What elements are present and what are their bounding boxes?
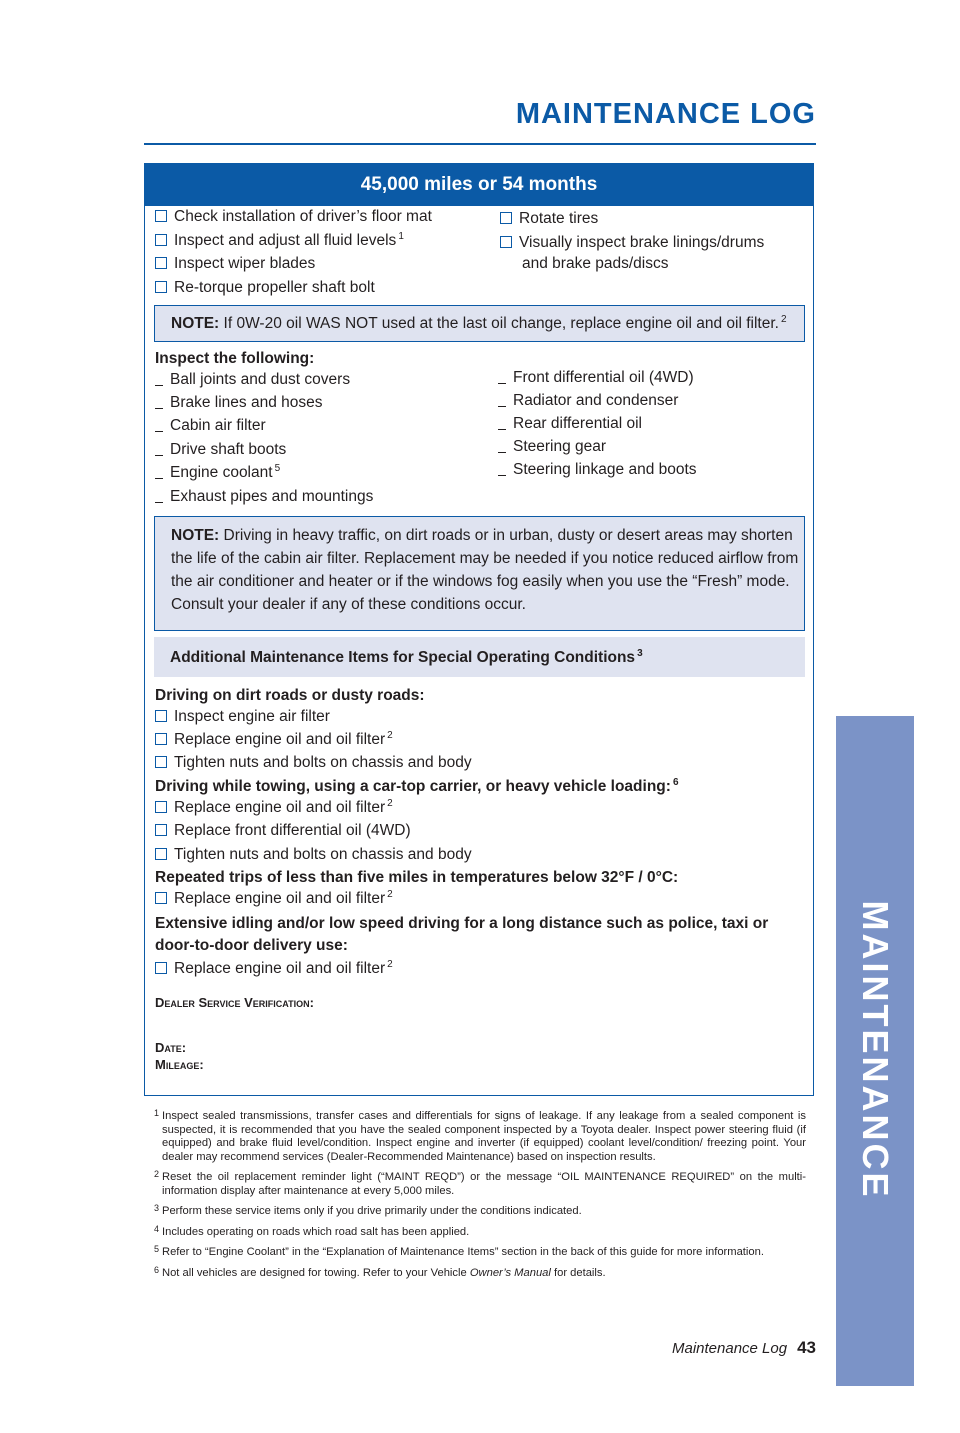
checkbox[interactable]: [500, 236, 512, 248]
page-title: MAINTENANCE LOG: [515, 98, 816, 130]
check-item: Tighten nuts and bolts on chassis and body: [155, 754, 472, 772]
mileage-label: Mileage:: [155, 1057, 204, 1072]
inspect-item: Steering linkage and boots: [498, 461, 697, 479]
check-item: Replace engine oil and oil filter $^2$: [155, 731, 393, 749]
inspect-item: Radiator and condenser: [498, 392, 678, 410]
footnotes: [154, 1110, 806, 1287]
checkbox[interactable]: [155, 756, 167, 768]
inspect-item: Cabin air filter: [155, 417, 266, 435]
maintenance-box: [144, 163, 814, 1096]
checkbox[interactable]: [155, 210, 167, 222]
checkbox[interactable]: [155, 234, 167, 246]
check-item: Rotate tires: [500, 210, 598, 228]
date-label: Date:: [155, 1040, 187, 1055]
check-item: Visually inspect brake linings/drums: [500, 234, 764, 252]
check-item: Re-torque propeller shaft bolt: [155, 279, 375, 297]
special-conditions-banner: Additional Maintenance Items for Special Operating Conditions $^3$: [154, 637, 805, 677]
check-item: Inspect wiper blades: [155, 255, 315, 273]
check-item: Replace engine oil and oil filter $^2$: [155, 890, 393, 908]
check-item: Inspect engine air filter: [155, 708, 330, 726]
check-item: Check installation of driver’s floor mat: [155, 208, 432, 226]
inspect-item: Brake lines and hoses: [155, 394, 323, 412]
checkbox[interactable]: [155, 824, 167, 836]
checkbox[interactable]: [155, 801, 167, 813]
check-item: Replace front differential oil (4WD): [155, 822, 411, 840]
page-number: 43: [797, 1338, 816, 1357]
dirt-roads-heading: Driving on dirt roads or dusty roads:: [155, 687, 425, 704]
page-footer: [672, 1338, 816, 1358]
footnote: 3 Perform these service items only if you drive primarily under the conditions indicated.: [154, 1203, 582, 1217]
footnote: 5 Refer to “Engine Coolant” in the “Explanation of Maintenance Items” section in the back of this guide for more information.: [154, 1244, 764, 1258]
inspect-item: Exhaust pipes and mountings: [155, 488, 373, 506]
footnote: 2 Reset the oil replacement reminder light (“MAINT REQD”) or the message “OIL MAINTENANCE REQUIRED” on the multi-information display after maintenance at every 5,000 miles.: [154, 1169, 806, 1197]
footnote: 4 Includes operating on roads which road salt has been applied.: [154, 1223, 470, 1238]
check-item: Tighten nuts and bolts on chassis and body: [155, 846, 472, 864]
check-item: Replace engine oil and oil filter $^2$: [155, 799, 393, 817]
footnote: 6 Not all vehicles are designed for towing. Refer to your Vehicle Owner’s Manual for details.: [154, 1264, 606, 1279]
inspect-item: Drive shaft boots: [155, 441, 286, 459]
towing-heading: Driving while towing, using a car-top carrier, or heavy vehicle loading: $^6$: [155, 777, 679, 795]
short-trips-heading: Repeated trips of less than five miles in temperatures below 32°F / 0°C:: [155, 869, 679, 886]
footnote: 1 Inspect sealed transmissions, transfer cases and differentials for signs of leakage. If any leakage from a sealed component is suspected, it is recommended that you have the sealed component inspected by a Toyota dealer. Inspect power steering fluid (if equipped) and brake fluid level/condition. Inspect engine and inverter (if equipped) coolant level/condition/ freezing point. Your dealer may recommend services (Dealer-Recommended Maintenance) based on inspection results.: [154, 1108, 806, 1163]
checkbox[interactable]: [155, 733, 167, 745]
check-item-continued: and brake pads/discs: [522, 255, 669, 272]
inspect-item: Steering gear: [498, 438, 606, 456]
check-item: Replace engine oil and oil filter $^2$: [155, 960, 393, 978]
title-divider: [144, 143, 816, 145]
inspect-item: Rear differential oil: [498, 415, 642, 433]
section-tab-label: MAINTENANCE: [855, 900, 896, 1200]
cabin-filter-note: NOTE: Driving in heavy traffic, on dirt roads or in urban, dusty or desert areas may shorten the life of the cabin air filter. Replacement may be needed if you notice reduced airflow from the air conditioner and heater or if the windows fog easily when you use the “Fresh” mode. Consult your dealer if any of these conditions occur.: [154, 516, 805, 631]
footer-section-label: Maintenance Log: [671, 1340, 788, 1357]
checkbox[interactable]: [155, 962, 167, 974]
oil-note: NOTE: If 0W-20 oil WAS NOT used at the last oil change, replace engine oil and oil filter. $^2$: [154, 305, 805, 342]
checkbox[interactable]: [500, 212, 512, 224]
checkbox[interactable]: [155, 281, 167, 293]
checkbox[interactable]: [155, 892, 167, 904]
dealer-verification-label: Dealer Service Verification:: [155, 995, 314, 1010]
idling-heading-line2: door-to-door delivery use:: [155, 937, 348, 954]
check-item: Inspect and adjust all fluid levels $^1$: [155, 232, 404, 250]
inspect-heading: Inspect the following:: [155, 350, 315, 367]
checkbox[interactable]: [155, 257, 167, 269]
interval-header: 45,000 miles or 54 months: [145, 164, 813, 206]
inspect-item: Front differential oil (4WD): [498, 369, 694, 387]
idling-heading-line1: Extensive idling and/or low speed driving for a long distance such as police, taxi or: [155, 915, 769, 932]
checkbox[interactable]: [155, 848, 167, 860]
checkbox[interactable]: [155, 710, 167, 722]
inspect-item: Ball joints and dust covers: [155, 371, 350, 389]
inspect-item: Engine coolant $^5$: [155, 464, 280, 482]
